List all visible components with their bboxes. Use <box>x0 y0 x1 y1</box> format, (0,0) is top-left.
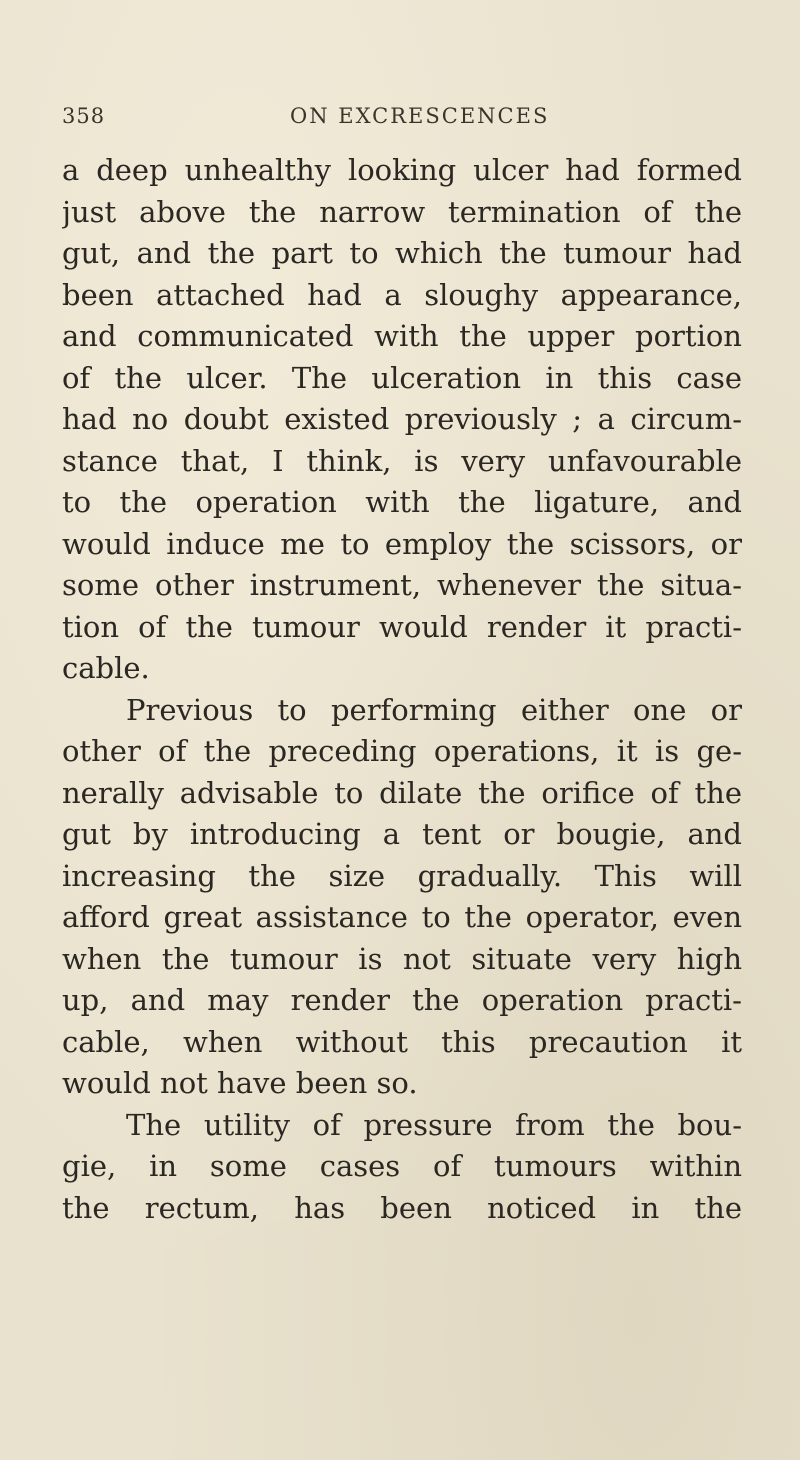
text-line: gut by introducing a tent or bougie, and <box>62 817 742 851</box>
text-line: gie, in some cases of tumours within <box>62 1149 742 1183</box>
text-line: increasing the size gradually. This will <box>62 858 742 893</box>
text-line: would induce me to employ the scissors, or <box>62 526 742 561</box>
text-line: been attached had a sloughy appearance, <box>62 277 742 312</box>
paragraph-first-line: Previous to performing either one or <box>126 692 742 727</box>
running-head: ON EXCRESCENCES <box>290 104 550 128</box>
text-line: afford great assistance to the operator, even <box>62 900 742 934</box>
page-number: 358 <box>62 104 106 128</box>
text-line: to the operation with the ligature, and <box>62 485 742 519</box>
text-line: and communicated with the upper portion <box>62 319 742 353</box>
text-line: when the tumour is not situate very high <box>62 941 742 976</box>
text-line: other of the preceding operations, it is ge- <box>62 734 742 768</box>
text-line: the rectum, has been noticed in the <box>62 1190 742 1225</box>
paragraph-first-line: The utility of pressure from the bou- <box>126 1107 742 1142</box>
text-line: stance that, I think, is very unfavourable <box>62 443 742 478</box>
text-line: up, and may render the operation practi- <box>62 983 742 1017</box>
text-line: some other instrument, whenever the situa- <box>62 568 742 602</box>
text-line: a deep unhealthy looking ulcer had formed <box>62 153 742 187</box>
text-line: nerally advisable to dilate the orifice of the <box>62 775 742 810</box>
text-line: of the ulcer. The ulceration in this case <box>62 360 742 395</box>
text-line: tion of the tumour would render it practi- <box>62 609 742 644</box>
body-text <box>62 150 742 1229</box>
text-line: cable, when without this precaution it <box>62 1024 742 1059</box>
text-line: had no doubt existed previously ; a circum- <box>62 402 742 436</box>
paragraph-end-line: would not have been so. <box>62 1066 418 1100</box>
text-line: gut, and the part to which the tumour had <box>62 236 742 270</box>
text-line: just above the narrow termination of the <box>62 194 742 229</box>
page-header <box>0 104 800 138</box>
paragraph-end-line: cable. <box>62 651 150 685</box>
